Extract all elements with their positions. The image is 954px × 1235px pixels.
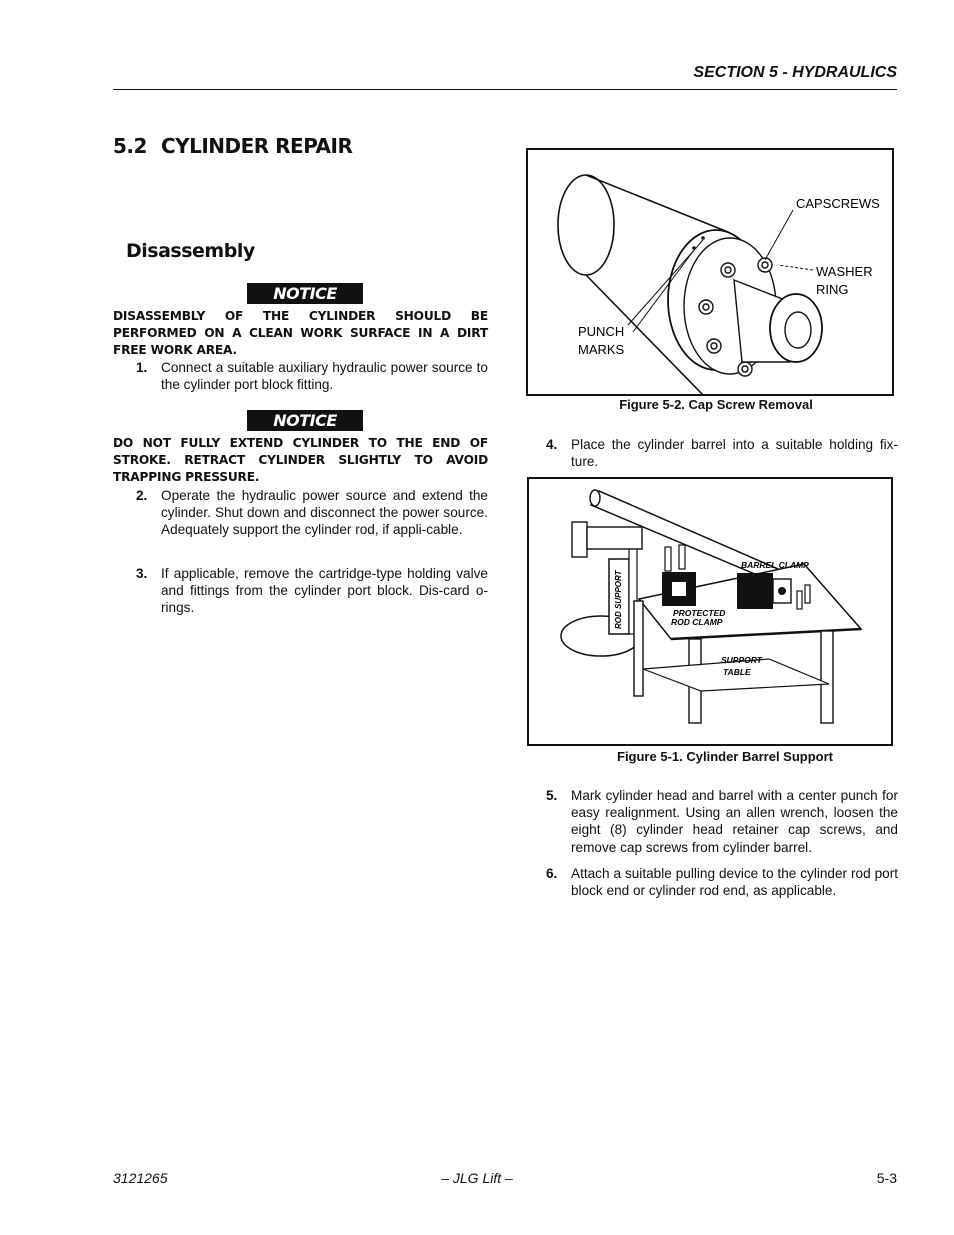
barrel-clamp xyxy=(737,573,773,609)
label-protected: PROTECTED xyxy=(673,608,726,618)
notice-badge: NOTICE xyxy=(247,410,363,431)
label-marks: MARKS xyxy=(578,342,625,357)
label-capscrews: CAPSCREWS xyxy=(796,196,880,211)
label-ring: RING xyxy=(816,282,849,297)
step-number: 1. xyxy=(136,360,148,375)
figure-cap-screw-removal xyxy=(526,148,894,396)
footer-page-number: 5-3 xyxy=(876,1170,897,1186)
step-item xyxy=(546,865,898,899)
barrel-end xyxy=(558,175,614,275)
label-table: TABLE xyxy=(723,667,751,677)
notice-text: DO NOT FULLY EXTEND CYLINDER TO THE END OF STROKE. RETRACT CYLINDER SLIGHTLY TO AVOID TRAPPING PRESSURE. xyxy=(113,436,488,484)
step-item xyxy=(546,787,898,856)
step-text: Place the cylinder barrel into a suitable holding fix-ture. xyxy=(571,437,898,470)
label-support: SUPPORT xyxy=(721,655,762,665)
figure-caption: Figure 5-1. Cylinder Barrel Support xyxy=(617,749,833,764)
step-number: 4. xyxy=(546,437,558,452)
notice-text: DISASSEMBLY OF THE CYLINDER SHOULD BE PERFORMED ON A CLEAN WORK SURFACE IN A DIRT FREE WORK AREA. xyxy=(113,309,488,357)
step-number: 5. xyxy=(546,788,558,803)
figure-caption: Figure 5-2. Cap Screw Removal xyxy=(619,397,813,412)
step-text: Attach a suitable pulling device to the cylinder rod port block end or cylinder rod end, as applicable. xyxy=(571,866,898,899)
punch-mark xyxy=(701,236,705,240)
step-text: Connect a suitable auxiliary hydraulic power source to the cylinder port block fitting. xyxy=(161,360,488,393)
label-punch: PUNCH xyxy=(578,324,625,339)
step-item xyxy=(136,487,488,539)
header-rule xyxy=(113,89,897,90)
step-text: If applicable, remove the cartridge-type holding valve and fittings from the cylinder port block. Dis-card o-rings. xyxy=(161,566,488,616)
label-washer: WASHER xyxy=(816,264,873,279)
step-item xyxy=(136,359,488,393)
section-number: 5.2 xyxy=(113,134,147,158)
step-number: 6. xyxy=(546,866,558,881)
step-number: 3. xyxy=(136,566,148,581)
step-item xyxy=(136,565,488,617)
label-barrel-clamp: BARREL CLAMP xyxy=(741,560,809,570)
barrel-support-illustration xyxy=(529,479,891,744)
cap-screw-illustration xyxy=(528,150,892,394)
label-rod-support: ROD SUPPORT xyxy=(614,570,623,629)
label-rod-clamp: ROD CLAMP xyxy=(671,617,723,627)
figure-cylinder-barrel-support xyxy=(527,477,893,746)
subsection-heading: Disassembly xyxy=(126,240,255,262)
step-text: Operate the hydraulic power source and extend the cylinder. Shut down and disconnect the power source. Adequately support the cylinder rod, if appli-cable. xyxy=(161,488,488,538)
section-title xyxy=(113,134,352,158)
footer-doc-number: 3121265 xyxy=(113,1170,168,1186)
step-text: Mark cylinder head and barrel with a center punch for easy realignment. Using an allen wrench, loosen the eight (8) cylinder head retainer cap screws, and remove cap screws from cylinder barrel. xyxy=(571,788,898,855)
section-header: SECTION 5 - HYDRAULICS xyxy=(693,64,897,81)
footer-center: – JLG Lift – xyxy=(441,1170,513,1186)
step-item xyxy=(546,436,898,470)
step-number: 2. xyxy=(136,488,148,503)
section-title-text: CYLINDER REPAIR xyxy=(160,134,353,158)
notice-badge: NOTICE xyxy=(247,283,363,304)
